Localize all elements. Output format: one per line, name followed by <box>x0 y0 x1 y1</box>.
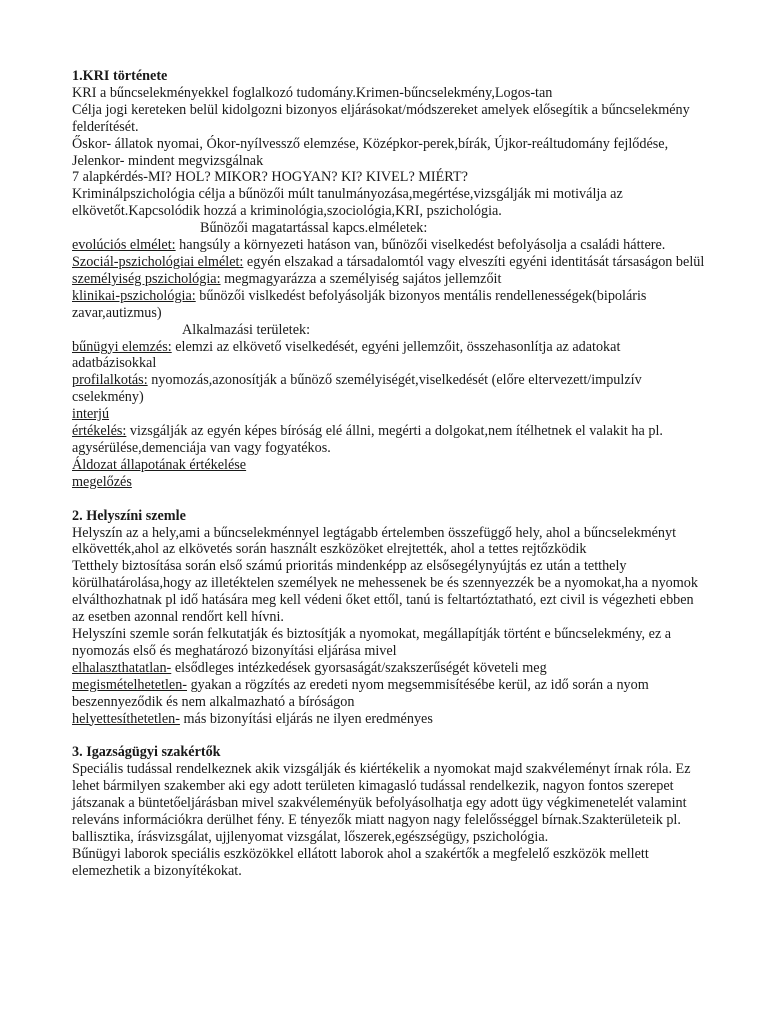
paragraph: Kriminálpszichológia célja a bűnözői múlt tanulmányozása,megértése,vizsgálják mi motiválja az elkövetőt.Kapcsolódik hozzá a kriminológia,szociológia,KRI, pszichológia. <box>72 186 623 220</box>
paragraph: Helyszíni szemle során felkutatják és biztosítják a nyomokat, megállapítják történt e bűncselekmény, ez a nyomozás első és meghatározó bizonyítási eljárása mivel <box>72 626 672 659</box>
subheading: Alkalmazási területek: <box>182 321 311 338</box>
term: elhalaszthatatlan- <box>72 659 172 676</box>
section-title: 2. Helyszíni szemle <box>72 507 186 524</box>
definition-line <box>72 339 708 373</box>
term: Szociál-pszichológiai elmélet: <box>72 253 244 270</box>
subheading: Bűnözői magatartással kapcs.elméletek: <box>200 220 428 237</box>
definition-line <box>72 288 708 322</box>
definition-line <box>72 372 708 406</box>
definition-line <box>72 474 708 491</box>
paragraph: Speciális tudással rendelkeznek akik vizsgálják és kiértékelik a nyomokat majd szakvéleményt írnak róla. Ez lehet bármilyen szakember aki egy adott területen kimagasló tudással rendelkezik, nagyon fontos szerepet játszanak a büntetőeljárásban mivel szakvéleményük befolyásolhatja egy adott ügy végkimenetelét valamint releváns információkra derülhet fény. E tényezők miatt nagyon nagy felelősséggel bírnak.Szakterületeik pl. ballisztika, írásvizsgálat, ujjlenyomat vizsgálat, lőszerek,egészségügy, pszichológia. <box>72 761 691 845</box>
paragraph: Tetthely biztosítása során első számú prioritás mindenképp az elsősegélynyújtás ez után a tetthely körülhatárolása,hogy az illetéktelen személyek ne mehessenek be és szennyezzék be a nyomokat,ha a nyomok elválthozhatnak pl idő hatására meg kell védeni őket ettől, tanú is feltartóztatható, ezt civil is végezheti ebben az esetben azonnal rendőrt kell hívni. <box>72 558 698 626</box>
term: megelőzés <box>72 473 132 490</box>
definition-line <box>72 423 708 457</box>
definition-line <box>72 711 708 728</box>
definition-line <box>72 457 708 474</box>
definition: gyakan a rögzítés az eredeti nyom megsemmisítésébe kerül, az idő során a nyom beszennyeződik és nem alkalmazható a bíróságon <box>72 676 649 710</box>
term: bűnügyi elemzés: <box>72 338 172 355</box>
section-title: 1.KRI története <box>72 68 168 84</box>
paragraph: Célja jogi kereteken belül kidolgozni bizonyos eljárásokat/módszereket amelyek elősegítik a bűncselekmény felderítését. <box>72 101 690 135</box>
definition: elemzi az elkövető viselkedését, egyéni jellemzőit, összehasonlítja az adatokat adatbázisokkal <box>72 338 621 372</box>
paragraph: KRI a bűncselekményekkel foglalkozó tudomány.Krimen-bűncselekmény,Logos-tan <box>72 84 553 101</box>
term: személyiség pszichológia: <box>72 270 221 287</box>
definition: más bizonyítási eljárás ne ilyen eredményes <box>179 710 433 727</box>
definition-line <box>72 254 708 271</box>
definition-line <box>72 237 708 254</box>
definition: vizsgálják az egyén képes bíróság elé állni, megérti a dolgokat,nem ítélhetnek el valakit ha pl. agysérülése,demenciája van vagy fogyatékos. <box>72 423 663 456</box>
paragraph: 7 alapkérdés-MI? HOL? MIKOR? HOGYAN? KI? KIVEL? MIÉRT? <box>72 169 468 186</box>
term: megismételhetetlen- <box>72 676 188 693</box>
term: helyettesíthetetlen- <box>72 710 180 727</box>
term: evolúciós elmélet: <box>72 237 176 254</box>
paragraph: Bűnügyi laborok speciális eszközökkel ellátott laborok ahol a szakértők a megfelelő eszközök mellett elemezhetik a bizonyítékokat. <box>72 845 649 879</box>
definition-line <box>72 406 708 423</box>
term: klinikai-pszichológia: <box>72 287 196 304</box>
definition: elsődleges intézkedések gyorsaságát/szakszerűségét követeli meg <box>171 659 547 676</box>
section-igazsagugyi-szakertok <box>72 744 708 879</box>
definition-line <box>72 660 708 677</box>
definition: bűnözői vislkedést befolyásolják bizonyos mentális rendellenességek(bipoláris zavar,autizmus) <box>72 287 647 321</box>
section-helyszini-szemle <box>72 508 708 728</box>
term: interjú <box>72 406 110 423</box>
term: értékelés: <box>72 423 127 440</box>
definition-line <box>72 271 708 288</box>
section-title: 3. Igazságügyi szakértők <box>72 744 221 761</box>
term: Áldozat állapotának értékelése <box>72 456 247 473</box>
definition-line <box>72 677 708 711</box>
definition: nyomozás,azonosítják a bűnöző személyiségét,viselkedését (előre eltervezett/impulzív cselekmény) <box>72 372 642 406</box>
paragraph: Őskor- állatok nyomai, Ókor-nyílvessző elemzése, Középkor-perek,bírák, Újkor-reáltudomány fejlődése, Jelenkor- mindent megvizsgálnak <box>72 135 669 169</box>
paragraph: Helyszín az a hely,ami a bűncselekménnyel legtágabb értelemben összefüggő hely, ahol a bűncselekményt elkövették,ahol az elkövetés során használt eszközöket elrejtették, ahol a tettes rejtőzködik <box>72 524 677 558</box>
definition: hangsúly a környezeti hatáson van, bűnözői viselkedést befolyásolja a családi háttere. <box>175 237 666 254</box>
definition: megmagyarázza a személyiség sajátos jellemzőit <box>220 270 502 287</box>
definition: egyén elszakad a társadalomtól vagy elveszíti egyéni identitását társaságon belül <box>243 253 705 270</box>
section-kri-tortenete <box>72 68 708 491</box>
term: profilalkotás: <box>72 372 148 389</box>
